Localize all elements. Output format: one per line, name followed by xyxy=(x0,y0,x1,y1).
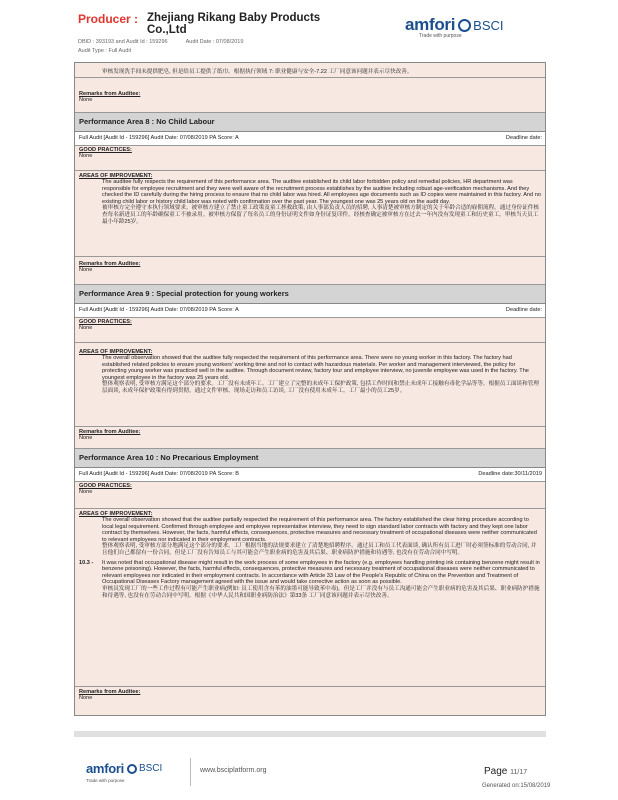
logo-bsci: BSCI xyxy=(473,18,504,34)
dbid-text: DBID : 393193 and Audit Id : 159296 xyxy=(78,39,168,45)
improvement-label: AREAS OF IMPROVEMENT: xyxy=(79,173,153,179)
improvement-cn: 整体观察表明, 受审核方满足这个部分的要求。工厂没有未成年工。工厂建立了完整的未成年工保护政策, 包括工作时间和禁止未成年工接触有毒化学品等等。根据员工面谈和管理层面谈, 未成年保护政策有得到贯彻。通过文件审核、现场走访和员工访谈, 工厂没有使用未成年工。工厂最小的员工25岁。 xyxy=(102,381,539,394)
area-title: Performance Area 9 : Special protection for young workers xyxy=(75,285,545,304)
audit-meta xyxy=(78,39,261,45)
report-content xyxy=(74,62,546,716)
footer-divider xyxy=(190,758,191,786)
logo-word: amfori xyxy=(405,15,456,34)
page-label: Page xyxy=(484,766,508,777)
producer-name: Zhejiang Rikang Baby Products Co.,Ltd xyxy=(147,12,321,36)
area-9-improvement xyxy=(75,347,545,427)
footer-logo xyxy=(86,760,162,783)
producer-label: Producer : xyxy=(78,12,139,26)
area-8-improvement xyxy=(75,171,545,257)
remarks-value: None xyxy=(79,435,93,441)
area-title: Performance Area 10 : No Precarious Employment xyxy=(75,449,545,468)
remarks-value: None xyxy=(79,267,93,273)
remarks-label: Remarks from Auditee: xyxy=(79,261,141,267)
footer-logo-bsci: BSCI xyxy=(138,763,163,775)
prev-area-cn-text: 审核发现洗手间未提供肥皂, 但是给员工提供了纸巾。根据执行领域 7: 职业健康与安全-7.22 工厂同意该问题并表示尽快改善。 xyxy=(102,69,413,75)
improvement-item-10-3 xyxy=(75,560,545,600)
audit-line-text: Full Audit [Audit Id - 159296] Audit Date: 07/08/2019 PA Score: B xyxy=(79,471,240,477)
area-8-good-practices xyxy=(75,145,545,171)
improvement-label: AREAS OF IMPROVEMENT: xyxy=(79,349,153,355)
improvement-label: AREAS OF IMPROVEMENT: xyxy=(79,511,153,517)
prev-area-remarks xyxy=(75,89,545,113)
logo-tagline: Trade with purpose xyxy=(419,33,462,39)
footer-logo-tagline: Trade with purpose xyxy=(86,778,125,783)
performance-area-10 xyxy=(75,449,545,481)
deadline-text: Deadline date:30/11/2019 xyxy=(478,471,542,477)
audit-type-text: Audit Type : Full Audit xyxy=(78,48,132,54)
good-practices-label: GOOD PRACTICES: xyxy=(79,483,132,489)
remarks-label: Remarks from Auditee: xyxy=(79,689,141,695)
amfori-bsci-logo xyxy=(405,15,504,39)
area-10-improvement xyxy=(75,509,545,687)
deadline-text: Deadline date: xyxy=(505,307,542,313)
good-practices-value: None xyxy=(79,153,93,159)
page-header xyxy=(0,0,618,62)
good-practices-label: GOOD PRACTICES: xyxy=(79,147,132,153)
item-number: 10.3 - xyxy=(79,559,94,566)
horizontal-scrollbar[interactable] xyxy=(74,731,546,737)
audit-line-text: Full Audit [Audit Id - 159296] Audit Date: 07/08/2019 PA Score: A xyxy=(79,135,239,141)
page-number xyxy=(484,766,527,777)
improvement-cn: 整体观察表明, 受审核方部分地满足这个部分的要求。工厂根据当地的法规要求建立了清楚地招聘程序。通过员工和员工代表面谈, 确认所有员工进厂时必须签标准的劳动合同, 并且他们自己都留有一份合同。但是工厂没有告知员工与其可能会产生职业病的危害及其后果、职业病防护措施和待遇等, 也没有在劳动合同中写明。 xyxy=(102,543,537,556)
item-cn: 审核员发现工厂的一些工作过程有可能产生职业病(例如: 员工使用含有苯的油墨可能导致苯中毒)。但是工厂并没有与员工沟通可能会产生职业病的危害及其后果、职业病防护措施和待遇等, 也没有在劳动合同中写明。根据《中华人民共和国职业病防治法》第33条 工厂同意该问题并表示尽快改善。 xyxy=(102,585,540,599)
audit-line xyxy=(75,132,545,146)
improvement-en: The auditee fully respects the requirement of this performance area. The auditee established its child labor forbidden policy and remedial policies, HR department was responsible for employee recruitment and they were well aware of the recruitment process establishes by the auditee including robust age-verification mechanisms. And they checked the ID carefully during the hiring process to ensure that no child labor was hired. All employees age documents such as ID copies were maintained in this factory. And no existing child labor or history child labor was noted with confirmation over the past year. The youngest one was 25 years old on the audit day. xyxy=(102,179,541,205)
improvement-en: The overall observation showed that the auditee partially respected the requirement of this performance area. The factory established the clear hiring procedure according to local legal requirement. Confirmed through employee and employee representative interview, they need to sign standard labor contracts with factory and they kept one labor contract by themselves. However, the facts, harmful effects, consequences, protective measures and necessary treatment of occupational diseases were neither communicated to relevant employees nor indicated in their employment contracts. xyxy=(102,517,537,543)
audit-line-text: Full Audit [Audit Id - 159296] Audit Date: 07/08/2019 PA Score: A xyxy=(79,307,239,313)
footer-logo-word: amfori xyxy=(86,761,124,776)
good-practices-value: None xyxy=(79,489,93,495)
area-10-good-practices xyxy=(75,481,545,509)
audit-date-text: Audit Date : 07/08/2019 xyxy=(185,39,244,45)
remarks-value: None xyxy=(79,97,93,103)
area-9-remarks xyxy=(75,427,545,449)
area-8-remarks xyxy=(75,259,545,285)
remarks-label: Remarks from Auditee: xyxy=(79,91,141,97)
area-title: Performance Area 8 : No Child Labour xyxy=(75,113,545,132)
generated-date: Generated on:15/08/2019 xyxy=(482,783,551,789)
footer-logo-circle-icon xyxy=(127,764,137,774)
good-practices-label: GOOD PRACTICES: xyxy=(79,319,132,325)
improvement-cn: 被审核方完全遵守本执行领域要求。被审核方建立了禁止童工政策及童工拯救政策, 由人事部负责人员的招聘, 人事清楚被审核方制定的关于年龄合适的雇佣流程。通过身份证件核查每名新进员工的年龄确保童工不被录用。被审核方保留了每名员工的身份证明文件如身份证复印件。经核查确定被审核方在过去一年内没有发现童工和历史童工。审核当天员工最小年龄25岁。 xyxy=(102,205,539,225)
page-footer xyxy=(0,750,618,800)
remarks-label: Remarks from Auditee: xyxy=(79,429,141,435)
audit-line xyxy=(75,304,545,318)
page-count: 11/17 xyxy=(510,769,528,776)
logo-circle-icon xyxy=(458,19,471,32)
improvement-en: The overall observation showed that the auditee fully respected the requirement of this performance area. There were no young worker in this factory. The factory had established related policies to ensure young workers' working time and not to contact with hazardous materials. Per worker and management interviewed, the policy for protecting young worker was practiced well in the auditee. Through document review, factory tour and employee interview, no juvenile employee was used in the factory. The youngest employee in the factory was 25 years old. xyxy=(102,355,529,381)
prev-area-tail xyxy=(75,63,545,78)
item-en: It was noted that occupational disease might result in the work process of some employees in the factory (e.g. employees handling printing ink containing benzene might result in benzene poisoning). However, the facts, harmful effects, consequences, protective measures and necessary treatment of occupational diseases were neither communicated to relevant employees nor indicated in their employment contracts. In accordance with Article 33 Law of the People's Republic of China on the Prevention and Treatment of Occupational Diseases Factory management agreed with the issue and would take corrective action as soon as possible. xyxy=(102,559,540,586)
area-10-remarks xyxy=(75,687,545,715)
area-9-good-practices xyxy=(75,317,545,343)
good-practices-value: None xyxy=(79,325,93,331)
audit-line xyxy=(75,468,545,482)
deadline-text: Deadline date: xyxy=(505,135,542,141)
footer-url[interactable]: www.bsciplatform.org xyxy=(200,767,267,774)
remarks-value: None xyxy=(79,695,93,701)
performance-area-9 xyxy=(75,285,545,317)
